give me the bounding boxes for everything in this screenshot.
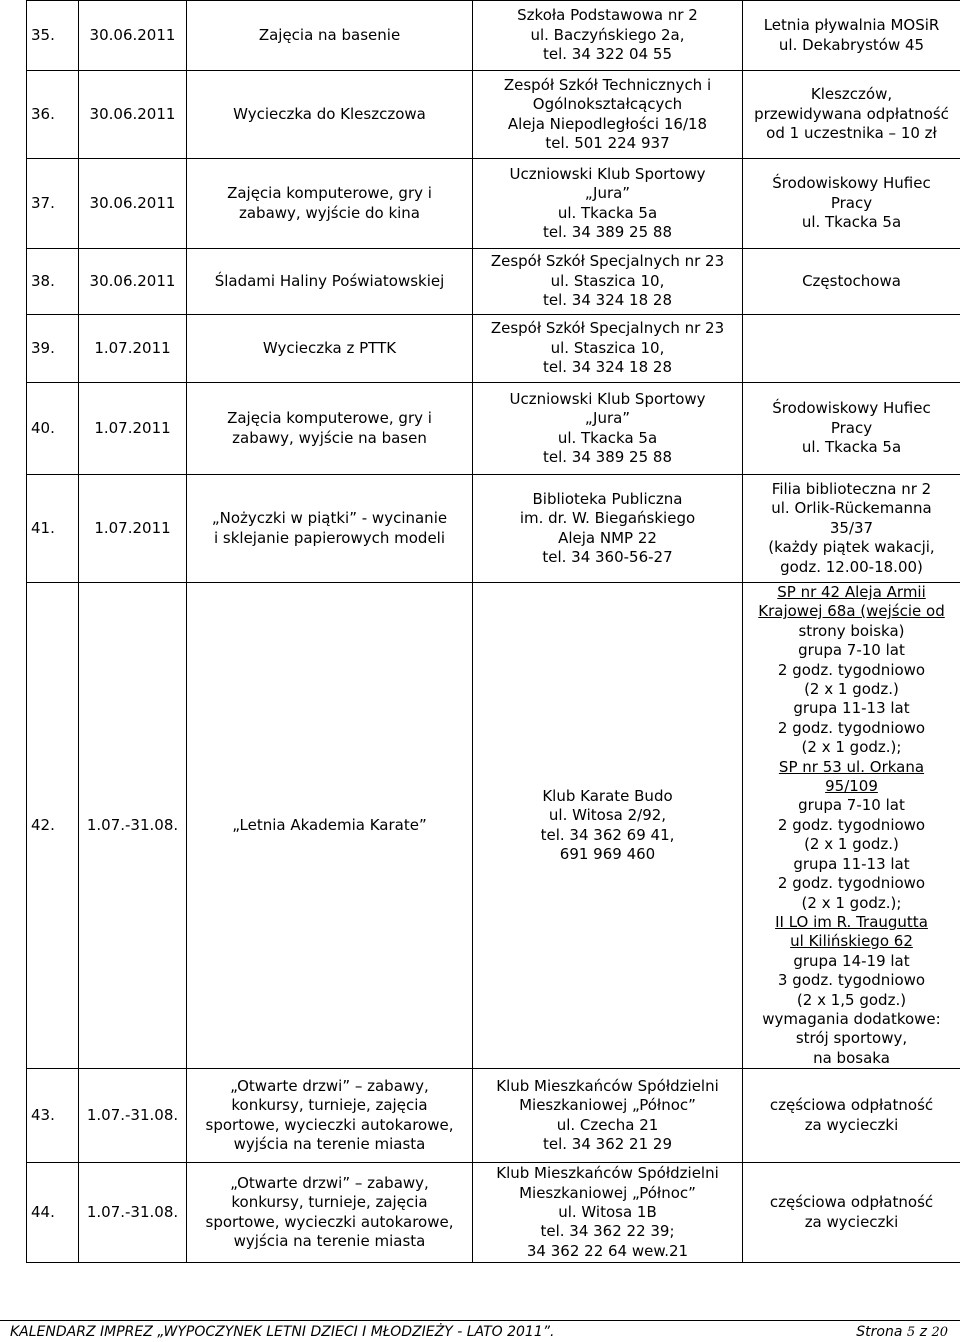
organizer-line: Szkoła Podstawowa nr 2 [477, 6, 738, 25]
row-number: 44. [27, 1163, 79, 1263]
event-date: 30.06.2011 [79, 1, 187, 71]
event-name [187, 159, 473, 249]
organizer-line: Mieszkaniowej „Północ” [477, 1096, 738, 1115]
place-line: SP nr 53 ul. Orkana [747, 758, 956, 777]
row-number: 42. [27, 583, 79, 1069]
event-line: „Letnia Akademia Karate” [191, 816, 468, 835]
place-line: za wycieczki [747, 1116, 956, 1135]
place-line: (2 x 1 godz.); [747, 894, 956, 913]
row-number: 35. [27, 1, 79, 71]
organizer-line: tel. 34 362 69 41, [477, 826, 738, 845]
organizer-line: tel. 34 360-56-27 [477, 548, 738, 567]
event-date: 1.07.2011 [79, 475, 187, 583]
place-line: Pracy [747, 419, 956, 438]
place-line: częściowa odpłatność [747, 1193, 956, 1212]
event-line: konkursy, turnieje, zajęcia [191, 1193, 468, 1212]
organizer-line: ul. Staszica 10, [477, 272, 738, 291]
place-line: Częstochowa [747, 272, 956, 291]
place-line: 2 godz. tygodniowo [747, 816, 956, 835]
organizer-line: Klub Karate Budo [477, 787, 738, 806]
page-footer [0, 1320, 960, 1342]
event-line: Zajęcia komputerowe, gry i [191, 184, 468, 203]
table-row [27, 71, 960, 159]
organizer [473, 383, 743, 475]
place-line: II LO im R. Traugutta [747, 913, 956, 932]
organizer-line: Zespół Szkół Technicznych i [477, 76, 738, 95]
place-notes [743, 159, 960, 249]
organizer-line: im. dr. W. Biegańskiego [477, 509, 738, 528]
organizer [473, 159, 743, 249]
organizer-line: 691 969 460 [477, 845, 738, 864]
event-name [187, 249, 473, 315]
organizer-line: Uczniowski Klub Sportowy [477, 390, 738, 409]
table-row [27, 159, 960, 249]
organizer-line: Aleja Niepodległości 16/18 [477, 115, 738, 134]
place-line: ul. Tkacka 5a [747, 213, 956, 232]
event-line: zabawy, wyjście na basen [191, 429, 468, 448]
place-line: za wycieczki [747, 1213, 956, 1232]
event-line: Śladami Haliny Poświatowskiej [191, 272, 468, 291]
organizer [473, 315, 743, 383]
organizer-line: „Jura” [477, 409, 738, 428]
place-line: 2 godz. tygodniowo [747, 661, 956, 680]
organizer [473, 583, 743, 1069]
event-line: wyjścia na terenie miasta [191, 1232, 468, 1251]
event-date: 30.06.2011 [79, 249, 187, 315]
event-line: Wycieczka do Kleszczowa [191, 105, 468, 124]
event-name [187, 1, 473, 71]
organizer-line: Klub Mieszkańców Spółdzielni [477, 1077, 738, 1096]
organizer-line: 34 362 22 64 wew.21 [477, 1242, 738, 1261]
place-line: Kleszczów, [747, 85, 956, 104]
place-line: (2 x 1 godz.); [747, 738, 956, 757]
place-notes [743, 315, 960, 383]
footer-title: KALENDARZ IMPREZ „WYPOCZYNEK LETNI DZIECI I MŁODZIEŻY - LATO 2011”. [10, 1324, 554, 1340]
organizer-line: tel. 34 362 21 29 [477, 1135, 738, 1154]
organizer-line: tel. 34 362 22 39; [477, 1222, 738, 1241]
place-line: strony boiska) [747, 622, 956, 641]
event-line: Zajęcia na basenie [191, 26, 468, 45]
place-line: 2 godz. tygodniowo [747, 874, 956, 893]
event-date: 30.06.2011 [79, 159, 187, 249]
place-line: Środowiskowy Hufiec [747, 174, 956, 193]
event-line: zabawy, wyjście do kina [191, 204, 468, 223]
place-line: godz. 12.00-18.00) [747, 558, 956, 577]
row-number: 38. [27, 249, 79, 315]
event-name [187, 71, 473, 159]
place-line: 35/37 [747, 519, 956, 538]
table-row [27, 1, 960, 71]
organizer [473, 1163, 743, 1263]
page-total: 20 [931, 1325, 948, 1340]
place-line: grupa 7-10 lat [747, 796, 956, 815]
place-line: na bosaka [747, 1049, 956, 1068]
organizer [473, 475, 743, 583]
event-name [187, 475, 473, 583]
events-table [26, 0, 960, 1263]
place-notes [743, 1163, 960, 1263]
place-line: ul. Orlik-Rückemanna [747, 499, 956, 518]
place-line: (2 x 1 godz.) [747, 835, 956, 854]
organizer-line: Zespół Szkół Specjalnych nr 23 [477, 252, 738, 271]
place-line: od 1 uczestnika – 10 zł [747, 124, 956, 143]
organizer-line: tel. 34 322 04 55 [477, 45, 738, 64]
organizer-line: Aleja NMP 22 [477, 529, 738, 548]
place-line: (2 x 1,5 godz.) [747, 991, 956, 1010]
organizer [473, 249, 743, 315]
place-line: Krajowej 68a (wejście od [747, 602, 956, 621]
event-line: i sklejanie papierowych modeli [191, 529, 468, 548]
event-line: konkursy, turnieje, zajęcia [191, 1096, 468, 1115]
event-line: „Otwarte drzwi” – zabawy, [191, 1174, 468, 1193]
place-line: ul Kilińskiego 62 [747, 932, 956, 951]
event-line: sportowe, wycieczki autokarowe, [191, 1213, 468, 1232]
place-notes [743, 475, 960, 583]
place-line: strój sportowy, [747, 1029, 956, 1048]
organizer [473, 1069, 743, 1163]
event-line: sportowe, wycieczki autokarowe, [191, 1116, 468, 1135]
organizer-line: tel. 34 389 25 88 [477, 223, 738, 242]
place-line: 95/109 [747, 777, 956, 796]
organizer [473, 1, 743, 71]
place-line: Pracy [747, 194, 956, 213]
organizer-line: Klub Mieszkańców Spółdzielni [477, 1164, 738, 1183]
event-line: Zajęcia komputerowe, gry i [191, 409, 468, 428]
organizer-line: Uczniowski Klub Sportowy [477, 165, 738, 184]
row-number: 41. [27, 475, 79, 583]
place-line: ul. Tkacka 5a [747, 438, 956, 457]
event-date: 1.07.2011 [79, 315, 187, 383]
page-sep: z [920, 1324, 927, 1340]
organizer-line: ul. Tkacka 5a [477, 429, 738, 448]
event-name [187, 1069, 473, 1163]
event-date: 1.07.-31.08. [79, 1163, 187, 1263]
organizer-line: ul. Baczyńskiego 2a, [477, 26, 738, 45]
page-label: Strona [856, 1324, 902, 1340]
event-date: 1.07.-31.08. [79, 1069, 187, 1163]
organizer-line: ul. Staszica 10, [477, 339, 738, 358]
place-line: przewidywana odpłatność [747, 105, 956, 124]
event-name [187, 1163, 473, 1263]
event-date: 30.06.2011 [79, 71, 187, 159]
organizer-line: ul. Witosa 2/92, [477, 806, 738, 825]
table-row [27, 249, 960, 315]
place-notes [743, 71, 960, 159]
event-line: wyjścia na terenie miasta [191, 1135, 468, 1154]
table-row [27, 1163, 960, 1263]
place-line: SP nr 42 Aleja Armii [747, 583, 956, 602]
organizer-line: Mieszkaniowej „Północ” [477, 1184, 738, 1203]
row-number: 40. [27, 383, 79, 475]
row-number: 43. [27, 1069, 79, 1163]
organizer-line: Zespół Szkół Specjalnych nr 23 [477, 319, 738, 338]
place-notes [743, 1, 960, 71]
event-name [187, 383, 473, 475]
organizer [473, 71, 743, 159]
place-line: Letnia pływalnia MOSiR [747, 16, 956, 35]
organizer-line: ul. Tkacka 5a [477, 204, 738, 223]
row-number: 37. [27, 159, 79, 249]
place-notes [743, 383, 960, 475]
place-line: 3 godz. tygodniowo [747, 971, 956, 990]
place-line: wymagania dodatkowe: [747, 1010, 956, 1029]
place-line: częściowa odpłatność [747, 1096, 956, 1115]
event-name [187, 315, 473, 383]
row-number: 39. [27, 315, 79, 383]
organizer-line: Biblioteka Publiczna [477, 490, 738, 509]
organizer-line: tel. 34 324 18 28 [477, 291, 738, 310]
event-name [187, 583, 473, 1069]
place-line: Środowiskowy Hufiec [747, 399, 956, 418]
table-row [27, 583, 960, 1069]
organizer-line: ul. Witosa 1B [477, 1203, 738, 1222]
place-line: ul. Dekabrystów 45 [747, 36, 956, 55]
place-line: grupa 11-13 lat [747, 699, 956, 718]
table-row [27, 315, 960, 383]
event-line: „Otwarte drzwi” – zabawy, [191, 1077, 468, 1096]
row-number: 36. [27, 71, 79, 159]
table-row [27, 475, 960, 583]
place-line: Filia biblioteczna nr 2 [747, 480, 956, 499]
place-line: grupa 11-13 lat [747, 855, 956, 874]
place-line: 2 godz. tygodniowo [747, 719, 956, 738]
table-row [27, 1069, 960, 1163]
place-notes [743, 583, 960, 1069]
event-date: 1.07.-31.08. [79, 583, 187, 1069]
place-line: (każdy piątek wakacji, [747, 538, 956, 557]
event-line: Wycieczka z PTTK [191, 339, 468, 358]
place-line: grupa 7-10 lat [747, 641, 956, 660]
organizer-line: „Jura” [477, 184, 738, 203]
place-line: grupa 14-19 lat [747, 952, 956, 971]
event-line: „Nożyczki w piątki” - wycinanie [191, 509, 468, 528]
organizer-line: tel. 34 389 25 88 [477, 448, 738, 467]
organizer-line: tel. 501 224 937 [477, 134, 738, 153]
place-line: (2 x 1 godz.) [747, 680, 956, 699]
page-current: 5 [907, 1325, 915, 1340]
organizer-line: ul. Czecha 21 [477, 1116, 738, 1135]
event-date: 1.07.2011 [79, 383, 187, 475]
page-number [856, 1324, 948, 1340]
organizer-line: tel. 34 324 18 28 [477, 358, 738, 377]
table-row [27, 383, 960, 475]
place-notes [743, 1069, 960, 1163]
organizer-line: Ogólnokształcących [477, 95, 738, 114]
place-notes [743, 249, 960, 315]
